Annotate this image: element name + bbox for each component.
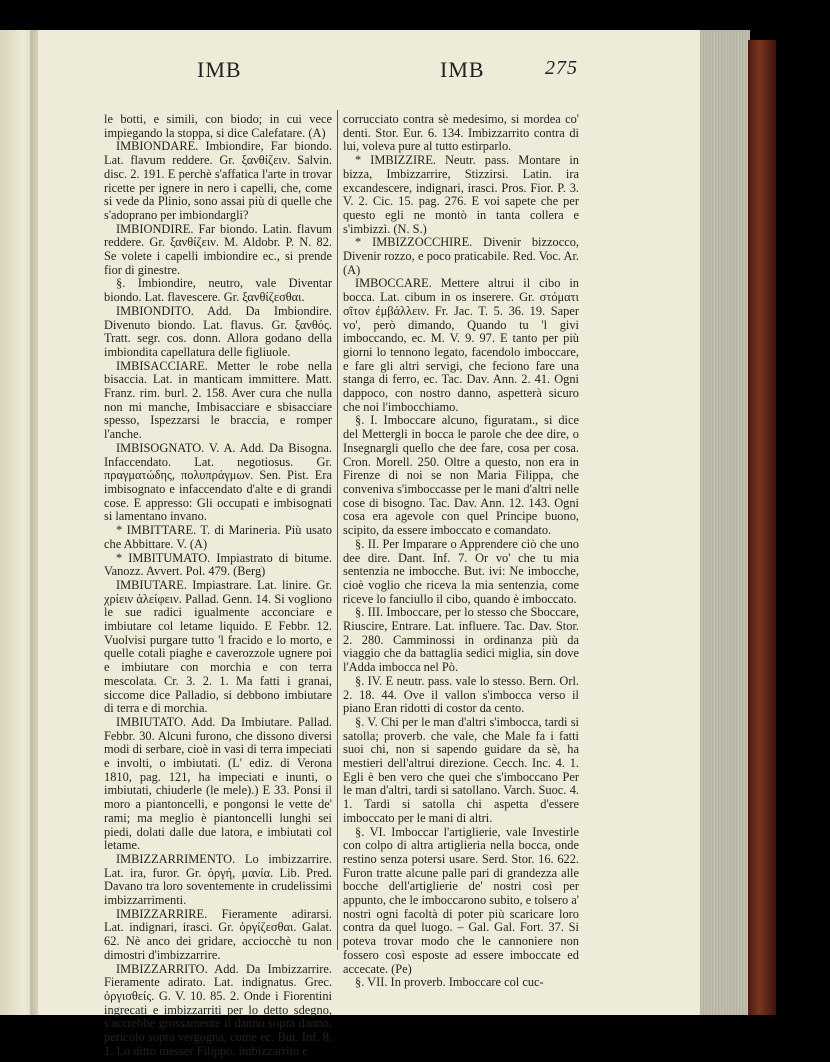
entry: * IMBIZZIRE. Neutr. pass. Montare in bizza, Imbizzarrire, Stizzirsi. Latin. ira excandescere, indignari, irasci. Pros. Fior. P. 3. V. 2. Cic. 15. pag. 276. E voi sapete che per questo egli ne montò in tanta collera e s'imbizzì. (N. S.) [343, 153, 579, 236]
right-column [343, 113, 579, 990]
book-cover [748, 40, 776, 1015]
entry: IMBIONDARE. Imbiondire, Far biondo. Lat. flavum reddere. Gr. ξανθίζειν. Salvin. disc. 2. 191. E perchè s'affatica l'arte in trovar ricette per ignere in nero i capelli, che, come si vede da Plinio, sono assai più di quelle che s'adoprano per imbiondargli? [104, 139, 332, 222]
entry: IMBISACCIARE. Metter le robe nella bisaccia. Lat. in manticam immittere. Matt. Franz. rim. burl. 2. 158. Aver cura che nulla non mi manche, Imbisacciare e sbisacciare spesso, Ispezzarsi le braccia, e romper l'anche. [104, 358, 332, 442]
running-head-left: IMB [197, 57, 242, 82]
entry: le botti, e simili, con biodo; in cui vece impiegando la stoppa, si dice Calefatare. (A) [104, 112, 332, 140]
entry: * IMBITUMATO. Impiastrato di bitume. Vanozz. Avvert. Pol. 479. (Berg) [104, 550, 332, 579]
entry: §. II. Per Imparare o Apprendere ciò che uno dee dire. Dant. Inf. 7. Or vo' che tu mia sentenzia ne imbocche. But. ivi: Ne imbocche, cioè voglio che riceva la mia sentenzia, come riceve lo fanciullo il cibo, quando è imboccato. [343, 536, 579, 606]
left-column [104, 113, 332, 1059]
entry: * IMBIZZOCCHIRE. Divenir bizzocco, Divenir rozzo, e poco praticabile. Red. Voc. Ar. (A) [343, 235, 579, 277]
page-edges [700, 30, 750, 1015]
entry: IMBIZZARRIMENTO. Lo imbizzarrire. Lat. ira, furor. Gr. ὀργή, μανία. Lib. Pred. Davano tra loro soventemente in crudelissimi imbizzarrimenti. [104, 851, 332, 908]
entry: §. Imbiondire, neutro, vale Diventar biondo. Lat. flavescere. Gr. ξανθίζεσθαι. [104, 276, 332, 305]
entry: §. III. Imboccare, per lo stesso che Sboccare, Riuscire, Entrare. Lat. influere. Tac. Dav. Stor. 2. 280. Camminossi in ordinanza più da viaggio che da battaglia sedici miglia, sin dove l'Adda imbocca nel Pò. [343, 605, 579, 675]
entry: IMBIUTARE. Impiastrare. Lat. linire. Gr. χρίειν ἀλείφειν. Pallad. Genn. 14. Si vogliono le sue radici igualmente acconciare e imbiutare col letame liquido. E Febbr. 12. Vuolvisi purgare tutto 'l fracido e lo morto, e quelle cotali piaghe e caverozzole ugnere poi e imbiutare con morchia e con terra mescolata. Cr. 3. 2. 1. Ma fatti i granai, siccome dice Palladio, si debbono imbiutare di terra e di morchia. [104, 577, 332, 716]
entry: §. VI. Imboccar l'artiglierie, vale Investirle con colpo di altra artiglieria nella bocca, onde restino senza potersi usare. Serd. Stor. 16. 622. Furon tratte alcune palle pari di grandezza alle bocche dell'artiglierie de' nostri così per appunto, che le imboccarono subito, e tolsero a' nostri ogni facoltà di poter più scaricare loro contra da quel luogo. – Gal. Gal. Fort. 37. Si poteva trovar modo che le cannoniere non fossero così esposte ad essere imboccate ed accecate. (Pe) [343, 824, 579, 976]
entry: §. V. Chi per le man d'altri s'imbocca, tardi si satolla; proverb. che vale, che Male fa i fatti suoi chi, non si sapendo guidare da sè, ha mestieri dell'altrui direzione. Cecch. Inc. 4. 1. Egli è ben vero che quei che s'imboccano Per le man d'altri, tardi si satollano. Varch. Suoc. 4. 1. Tardi si satolla chi aspetta d'essere imboccato per le mani di altri. [343, 714, 579, 825]
entry: IMBIONDIRE. Far biondo. Latin. flavum reddere. Gr. ξανθίζειν. M. Aldobr. P. N. 82. Se volete i capelli imbiondire ec., si prende fior di ginestre. [104, 221, 332, 277]
entry: §. IV. E neutr. pass. vale lo stesso. Bern. Orl. 2. 18. 44. Ove il vallon s'imbocca verso il piano Eran ridotti di costor da cento. [343, 673, 579, 716]
entry: IMBISOGNATO. V. A. Add. Da Bisogna. Infaccendato. Lat. negotiosus. Gr. πραγματώδης, πολυπράγμων. Sen. Pist. Era imbisognato e infaccendato d'alte e di grandi cose. E appresso: Gli occupati e imbisognati si lamentano invano. [104, 440, 332, 524]
entry: IMBIZZARRITO. Add. Da Imbizzarrire. Fieramente adirato. Lat. indignatus. Grec. ὀργισθείς. G. V. 10. 85. 2. Onde i Fiorentini ingrecati e imbizzarriti per lo detto sdegno, s'accrebbe grossamente il danno sopra danno, pericolo sopra vergogna, come ec. But. Inf. 8. 1. Lo ditto messer Filippo, imbizzarrito e [104, 961, 332, 1058]
entry: §. VII. In proverb. Imboccare col cuc- [355, 975, 544, 990]
page-number: 275 [545, 57, 578, 79]
entry: IMBOCCARE. Mettere altrui il cibo in bocca. Lat. cibum in os inserere. Gr. στόματι σῖτον ἐμβάλλειν. Fr. Jac. T. 5. 36. 19. Saper vo', però dimando, Quando tu 'l givi imboccando, ec. M. V. 9. 97. E tanto per più giorni lo tennono legato, facendolo imboccare, e fare gli altri servigi, che feciono fare una stanga di ferro, ec. Tac. Dav. Ann. 2. 41. Ogni dappoco, con nostro danno, aspetterà sicuro che noi l'imbocchiamo. [343, 276, 579, 414]
entry: IMBIZZARRIRE. Fieramente adirarsi. Lat. indignari, irasci. Gr. ὀργίζεσθαι. Galat. 62. Nè anco dei gridare, acciocchè tu non dimostri d'imbizzarrire. [104, 906, 332, 962]
entry: corrucciato contra sè medesimo, si mordea co' denti. Stor. Eur. 6. 134. Imbizzarrito contra di lui, voleva pure al tutto estirparlo. [343, 112, 579, 154]
entry: * IMBITTARE. T. di Marineria. Più usato che Abbittare. V. (A) [104, 523, 332, 551]
entry: §. I. Imboccare alcuno, figuratam., si dice del Mettergli in bocca le parole che dee dire, o Insegnargli quello che dee fare, cosa per cosa. Cron. Morell. 250. Oltre a questo, non era in Firenze di noi se non Maria Filippa, che conveniva s'imboccasse per le mani d'altri nelle cose di bisogno. Tac. Dav. Ann. 12. 143. Ogni cosa era agevole con quel Principe buono, scipito, da essere imboccato e comandato. [343, 413, 579, 538]
column-divider [337, 110, 338, 950]
entry: IMBIUTATO. Add. Da Imbiutare. Pallad. Febbr. 30. Alcuni furono, che dissono diversi modi di serbare, cioè in vasi di terra impeciati e involti, o imbiutati. (L' ediz. di Verona 1810, pag. 121, ha impeciati e inunti, o imbiutati, chiuderle (le mele).) E 33. Ponsi il moro a piantoncelli, e pongonsi le vette de' rami; ma meglio è piantoncelli lunghi sei piedi, dolati dalle due latora, e imbiutati col letame. [104, 714, 332, 853]
entry: IMBIONDITO. Add. Da Imbiondire. Divenuto biondo. Lat. flavus. Gr. ξανθός. Tratt. segr. cos. donn. Allora godano della imbiondita capellatura delle figliuole. [104, 303, 332, 359]
running-head-right: IMB [440, 57, 485, 82]
